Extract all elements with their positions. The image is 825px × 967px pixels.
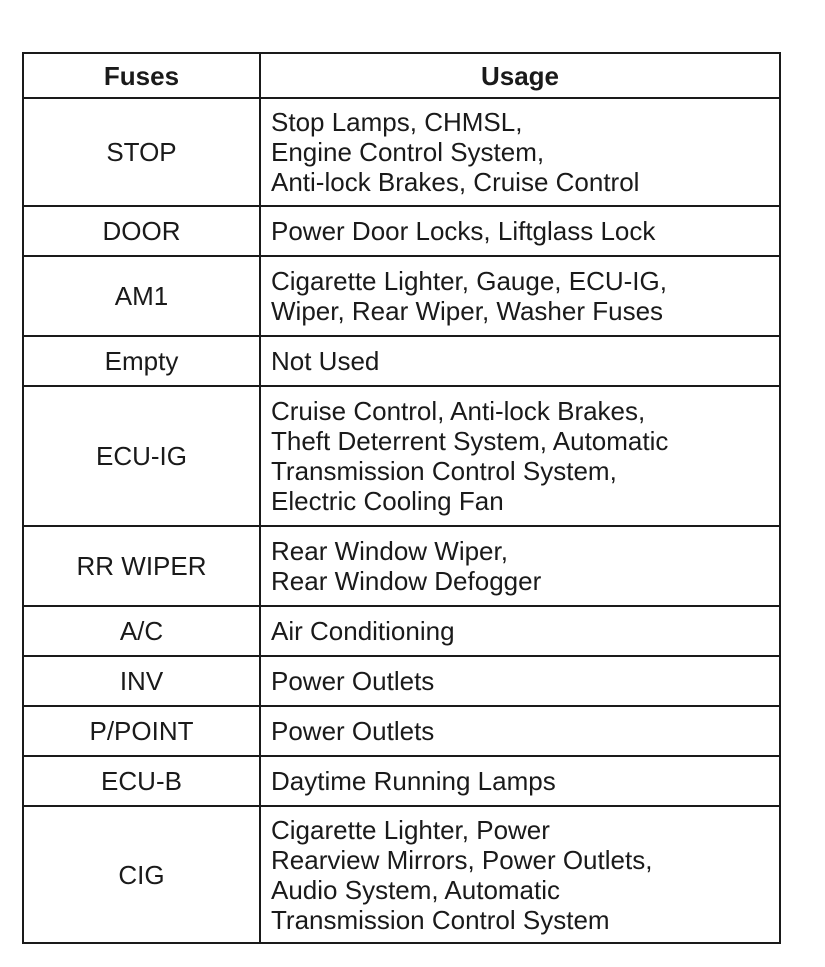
fuse-name-cell: RR WIPER bbox=[23, 526, 260, 606]
usage-line: Rearview Mirrors, Power Outlets, bbox=[271, 844, 653, 875]
usage-line: Engine Control System, bbox=[271, 137, 545, 167]
fuse-usage-cell bbox=[260, 606, 780, 656]
fuse-usage-cell bbox=[260, 756, 780, 806]
usage-column-header: Usage bbox=[260, 53, 780, 98]
table-row bbox=[23, 656, 780, 706]
table-header bbox=[23, 53, 780, 98]
usage-line: Cigarette Lighter, Gauge, ECU-IG, bbox=[271, 266, 667, 296]
usage-line: Rear Window Wiper, bbox=[271, 536, 508, 566]
fuse-name-cell: ECU-IG bbox=[23, 386, 260, 526]
usage-line: Audio System, Automatic bbox=[271, 874, 561, 905]
usage-line: Transmission Control System bbox=[271, 904, 610, 935]
fuse-usage-cell bbox=[260, 706, 780, 756]
fuse-name-cell: CIG bbox=[23, 806, 260, 943]
fuse-usage-cell bbox=[260, 256, 780, 336]
fuse-name-cell: INV bbox=[23, 656, 260, 706]
table-row bbox=[23, 206, 780, 256]
table-row bbox=[23, 386, 780, 526]
fuse-name-cell: STOP bbox=[23, 98, 260, 206]
fuse-name-cell: DOOR bbox=[23, 206, 260, 256]
fuse-name-cell: ECU-B bbox=[23, 756, 260, 806]
usage-line: Not Used bbox=[271, 346, 380, 376]
usage-line: Power Outlets bbox=[271, 716, 435, 746]
usage-line: Power Outlets bbox=[271, 666, 435, 696]
fuse-usage-cell bbox=[260, 98, 780, 206]
usage-line: Power Door Locks, Liftglass Lock bbox=[271, 216, 656, 246]
usage-line: Cruise Control, Anti-lock Brakes, bbox=[271, 396, 646, 426]
table-row bbox=[23, 706, 780, 756]
fuse-name-cell: Empty bbox=[23, 336, 260, 386]
table-row bbox=[23, 756, 780, 806]
fuse-usage-cell bbox=[260, 806, 780, 943]
fuse-usage-cell bbox=[260, 526, 780, 606]
header-row bbox=[23, 53, 780, 98]
usage-line: Electric Cooling Fan bbox=[271, 486, 504, 516]
fuse-name-cell: AM1 bbox=[23, 256, 260, 336]
table-row bbox=[23, 98, 780, 206]
usage-line: Wiper, Rear Wiper, Washer Fuses bbox=[271, 296, 664, 326]
usage-line: Stop Lamps, CHMSL, bbox=[271, 107, 523, 137]
table-body bbox=[23, 98, 780, 943]
fuse-usage-cell bbox=[260, 386, 780, 526]
usage-line: Daytime Running Lamps bbox=[271, 766, 556, 796]
table-row bbox=[23, 256, 780, 336]
usage-line: Transmission Control System, bbox=[271, 456, 617, 486]
usage-line: Anti-lock Brakes, Cruise Control bbox=[271, 167, 640, 197]
usage-line: Cigarette Lighter, Power bbox=[271, 814, 550, 845]
table-row bbox=[23, 526, 780, 606]
fuse-usage-cell bbox=[260, 206, 780, 256]
fuses-column-header: Fuses bbox=[23, 53, 260, 98]
fuse-usage-table bbox=[22, 52, 781, 944]
table-row bbox=[23, 806, 780, 943]
usage-line: Air Conditioning bbox=[271, 616, 455, 646]
usage-line: Rear Window Defogger bbox=[271, 566, 542, 596]
fuse-usage-cell bbox=[260, 336, 780, 386]
table-row bbox=[23, 336, 780, 386]
usage-line: Theft Deterrent System, Automatic bbox=[271, 426, 669, 456]
fuse-usage-cell bbox=[260, 656, 780, 706]
fuse-name-cell: P/POINT bbox=[23, 706, 260, 756]
fuse-name-cell: A/C bbox=[23, 606, 260, 656]
table-row bbox=[23, 606, 780, 656]
